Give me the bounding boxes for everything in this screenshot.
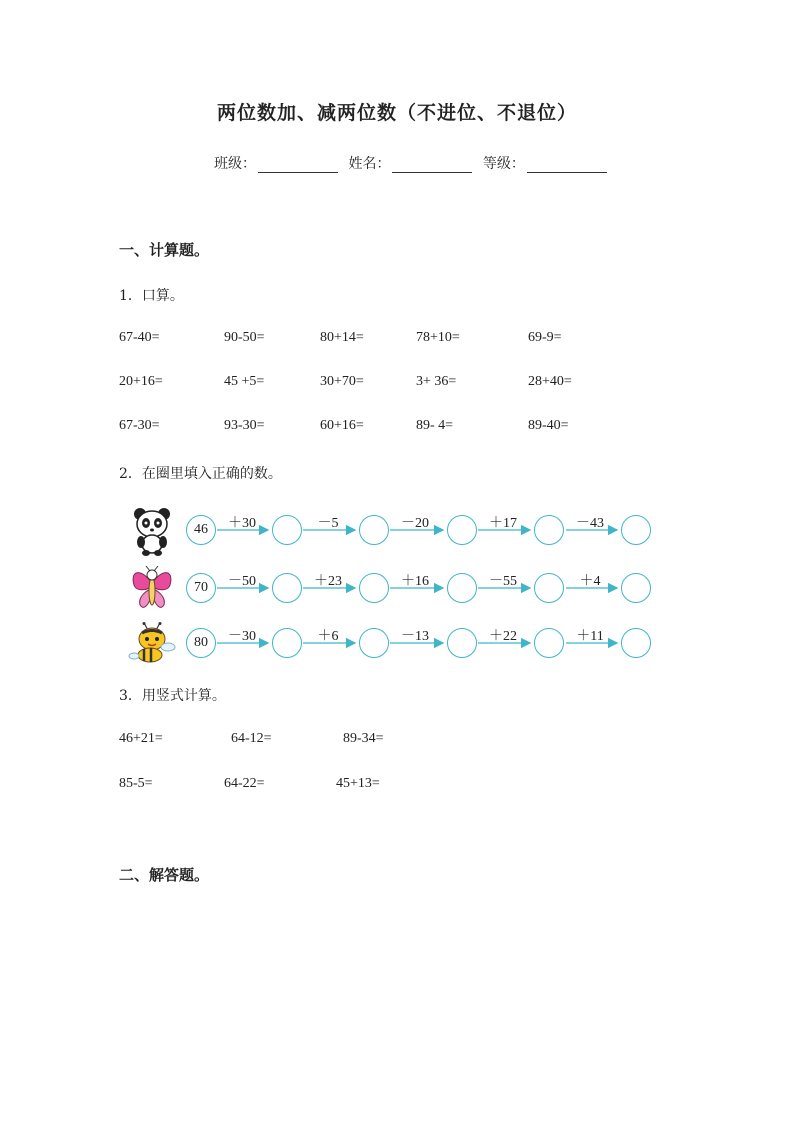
question-1-label: 1．口算。 xyxy=(119,288,184,304)
page-title: 两位数加、减两位数（不进位、不退位） xyxy=(216,102,577,124)
bee-icon xyxy=(128,622,176,664)
answer-circle[interactable] xyxy=(447,573,477,603)
vertical-calc-expr: 45+13= xyxy=(336,776,380,791)
oral-expr: 3+ 36= xyxy=(416,374,457,389)
vertical-calc-expr: 89-34= xyxy=(343,731,384,746)
name-label: 姓名： xyxy=(348,156,391,172)
oral-expr: 80+14= xyxy=(320,330,364,345)
operation-label: －5 xyxy=(317,516,339,531)
operation-label: －30 xyxy=(228,629,256,644)
grade-label: 等级： xyxy=(482,156,525,172)
answer-circle[interactable] xyxy=(534,573,564,603)
oral-expr: 93-30= xyxy=(224,418,265,433)
operation-label: ＋23 xyxy=(314,574,342,589)
oral-expr: 67-40= xyxy=(119,330,160,345)
start-number-circle: 46 xyxy=(186,515,216,545)
operation-label: －55 xyxy=(489,574,517,589)
panda-icon xyxy=(132,506,172,556)
answer-circle[interactable] xyxy=(621,573,651,603)
answer-circle[interactable] xyxy=(359,573,389,603)
oral-expr: 89- 4= xyxy=(416,418,454,433)
class-label: 班级： xyxy=(214,156,256,172)
start-number-circle: 80 xyxy=(186,628,216,658)
question-3-label: 3．用竖式计算。 xyxy=(119,688,226,704)
start-number-circle: 70 xyxy=(186,573,216,603)
operation-label: ＋11 xyxy=(576,629,604,644)
vertical-calc-expr: 64-12= xyxy=(231,731,272,746)
answer-circle[interactable] xyxy=(534,515,564,545)
oral-expr: 90-50= xyxy=(224,330,265,345)
butterfly-icon xyxy=(130,565,174,611)
answer-circle[interactable] xyxy=(272,573,302,603)
question-2-label: 2．在圈里填入正确的数。 xyxy=(119,466,282,482)
operation-label: ＋30 xyxy=(228,516,256,531)
answer-circle[interactable] xyxy=(272,515,302,545)
oral-expr: 69-9= xyxy=(528,330,562,345)
operation-label: ＋6 xyxy=(317,629,339,644)
operation-label: ＋17 xyxy=(489,516,517,531)
oral-expr: 30+70= xyxy=(320,374,364,389)
oral-expr: 28+40= xyxy=(528,374,572,389)
oral-expr: 67-30= xyxy=(119,418,160,433)
answer-circle[interactable] xyxy=(534,628,564,658)
operation-label: －20 xyxy=(401,516,429,531)
operation-label: ＋16 xyxy=(401,574,429,589)
operation-label: －43 xyxy=(576,516,604,531)
oral-expr: 20+16= xyxy=(119,374,163,389)
vertical-calc-expr: 64-22= xyxy=(224,776,265,791)
answer-circle[interactable] xyxy=(621,515,651,545)
operation-label: －13 xyxy=(401,629,429,644)
answer-circle[interactable] xyxy=(621,628,651,658)
oral-expr: 60+16= xyxy=(320,418,364,433)
operation-label: －50 xyxy=(228,574,256,589)
answer-circle[interactable] xyxy=(447,628,477,658)
answer-circle[interactable] xyxy=(359,628,389,658)
section-calculation-heading: 一、计算题。 xyxy=(119,241,210,259)
oral-expr: 45 +5= xyxy=(224,374,265,389)
answer-circle[interactable] xyxy=(359,515,389,545)
operation-label: ＋22 xyxy=(489,629,517,644)
operation-label: ＋4 xyxy=(579,574,601,589)
vertical-calc-expr: 46+21= xyxy=(119,731,163,746)
oral-expr: 78+10= xyxy=(416,330,460,345)
vertical-calc-expr: 85-5= xyxy=(119,776,153,791)
answer-circle[interactable] xyxy=(272,628,302,658)
oral-expr: 89-40= xyxy=(528,418,569,433)
section-answer-heading: 二、解答题。 xyxy=(119,866,210,884)
answer-circle[interactable] xyxy=(447,515,477,545)
